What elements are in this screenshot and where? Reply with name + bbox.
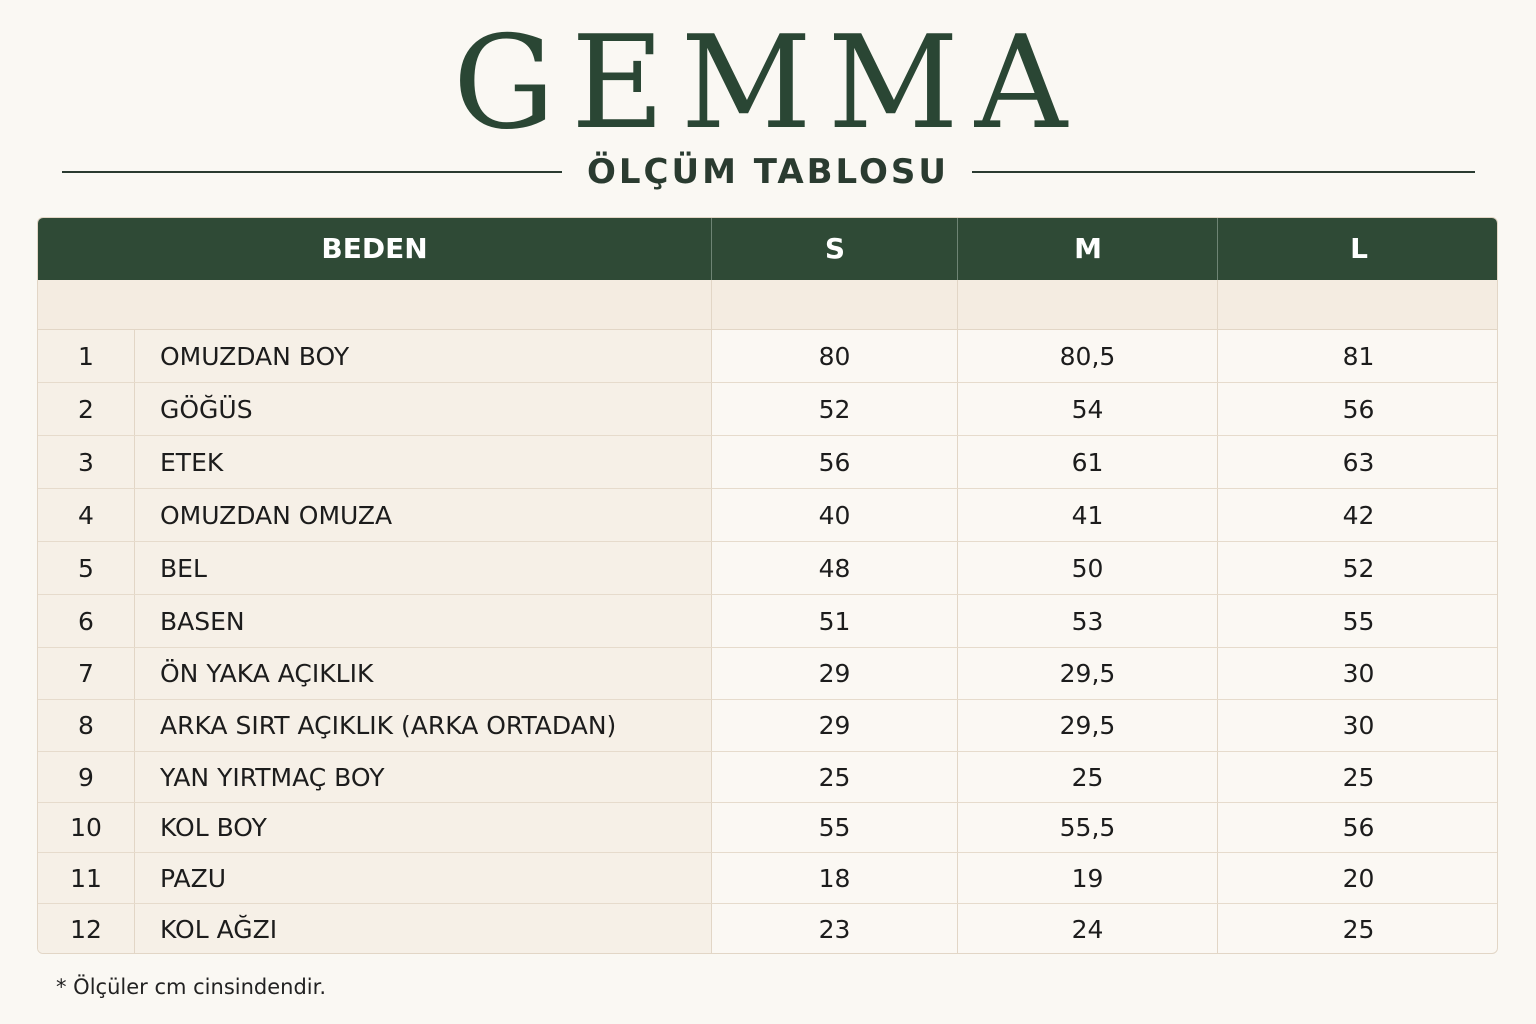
value-size-s: 48: [711, 542, 957, 594]
row-number: 8: [38, 700, 134, 751]
spacer-divider: [957, 280, 958, 329]
value-size-s: 29: [711, 648, 957, 699]
value-size-l: 56: [1217, 803, 1498, 852]
header-size-l: L: [1217, 218, 1498, 280]
header-size-m: M: [957, 218, 1218, 280]
row-number: 12: [38, 904, 134, 954]
value-size-l: 81: [1217, 330, 1498, 382]
value-size-s: 51: [711, 595, 957, 647]
measurement-name: YAN YIRTMAÇ BOY: [134, 752, 711, 802]
table-row: [38, 489, 1498, 542]
measurement-name: ETEK: [134, 436, 711, 488]
table-row: [38, 752, 1498, 803]
row-number: 2: [38, 383, 134, 435]
table-row: [38, 330, 1498, 383]
value-size-m: 19: [957, 853, 1217, 903]
value-size-l: 25: [1217, 752, 1498, 802]
header-beden: BEDEN: [321, 232, 428, 265]
title-rule-right: [972, 171, 1475, 173]
row-number: 6: [38, 595, 134, 647]
row-number: 4: [38, 489, 134, 541]
value-size-m: 25: [957, 752, 1217, 802]
header-size-s: S: [711, 218, 958, 280]
value-size-m: 41: [957, 489, 1217, 541]
value-size-l: 56: [1217, 383, 1498, 435]
value-size-l: 30: [1217, 700, 1498, 751]
value-size-m: 54: [957, 383, 1217, 435]
value-size-s: 80: [711, 330, 957, 382]
row-number: 11: [38, 853, 134, 903]
measurement-name: ARKA SIRT AÇIKLIK (ARKA ORTADAN): [134, 700, 711, 751]
measurement-name: OMUZDAN BOY: [134, 330, 711, 382]
row-number: 5: [38, 542, 134, 594]
value-size-m: 50: [957, 542, 1217, 594]
table-row: [38, 700, 1498, 752]
value-size-l: 30: [1217, 648, 1498, 699]
value-size-l: 55: [1217, 595, 1498, 647]
table-row: [38, 436, 1498, 489]
value-size-l: 20: [1217, 853, 1498, 903]
value-size-s: 56: [711, 436, 957, 488]
value-size-l: 25: [1217, 904, 1498, 954]
table-row: [38, 383, 1498, 436]
footnote: * Ölçüler cm cinsindendir.: [56, 975, 327, 999]
value-size-m: 29,5: [957, 700, 1217, 751]
table-row: [38, 803, 1498, 853]
table-header: [38, 218, 1498, 280]
table-row: [38, 542, 1498, 595]
value-size-m: 53: [957, 595, 1217, 647]
value-size-s: 40: [711, 489, 957, 541]
value-size-m: 80,5: [957, 330, 1217, 382]
measurement-name: GÖĞÜS: [134, 383, 711, 435]
value-size-l: 63: [1217, 436, 1498, 488]
value-size-m: 55,5: [957, 803, 1217, 852]
measurement-name: KOL AĞZI: [134, 904, 711, 954]
measurement-name: OMUZDAN OMUZA: [134, 489, 711, 541]
value-size-s: 52: [711, 383, 957, 435]
table-spacer-row: [38, 280, 1498, 330]
measurement-name: BEL: [134, 542, 711, 594]
table-row: [38, 648, 1498, 700]
measurement-name: KOL BOY: [134, 803, 711, 852]
value-size-m: 24: [957, 904, 1217, 954]
spacer-divider: [1217, 280, 1218, 329]
table-row: [38, 595, 1498, 648]
measurement-name: BASEN: [134, 595, 711, 647]
value-size-m: 61: [957, 436, 1217, 488]
spacer-divider: [711, 280, 712, 329]
measurement-name: PAZU: [134, 853, 711, 903]
value-size-s: 25: [711, 752, 957, 802]
measurement-name: ÖN YAKA AÇIKLIK: [134, 648, 711, 699]
page-title: ÖLÇÜM TABLOSU: [586, 152, 950, 192]
size-chart-table: [37, 217, 1498, 954]
value-size-s: 29: [711, 700, 957, 751]
value-size-l: 42: [1217, 489, 1498, 541]
row-number: 7: [38, 648, 134, 699]
table-row: [38, 904, 1498, 954]
table-row: [38, 853, 1498, 904]
row-number: 9: [38, 752, 134, 802]
row-number: 1: [38, 330, 134, 382]
row-number: 3: [38, 436, 134, 488]
brand-logo: GEMMA: [452, 9, 1084, 158]
value-size-m: 29,5: [957, 648, 1217, 699]
value-size-l: 52: [1217, 542, 1498, 594]
value-size-s: 23: [711, 904, 957, 954]
value-size-s: 55: [711, 803, 957, 852]
row-number: 10: [38, 803, 134, 852]
value-size-s: 18: [711, 853, 957, 903]
